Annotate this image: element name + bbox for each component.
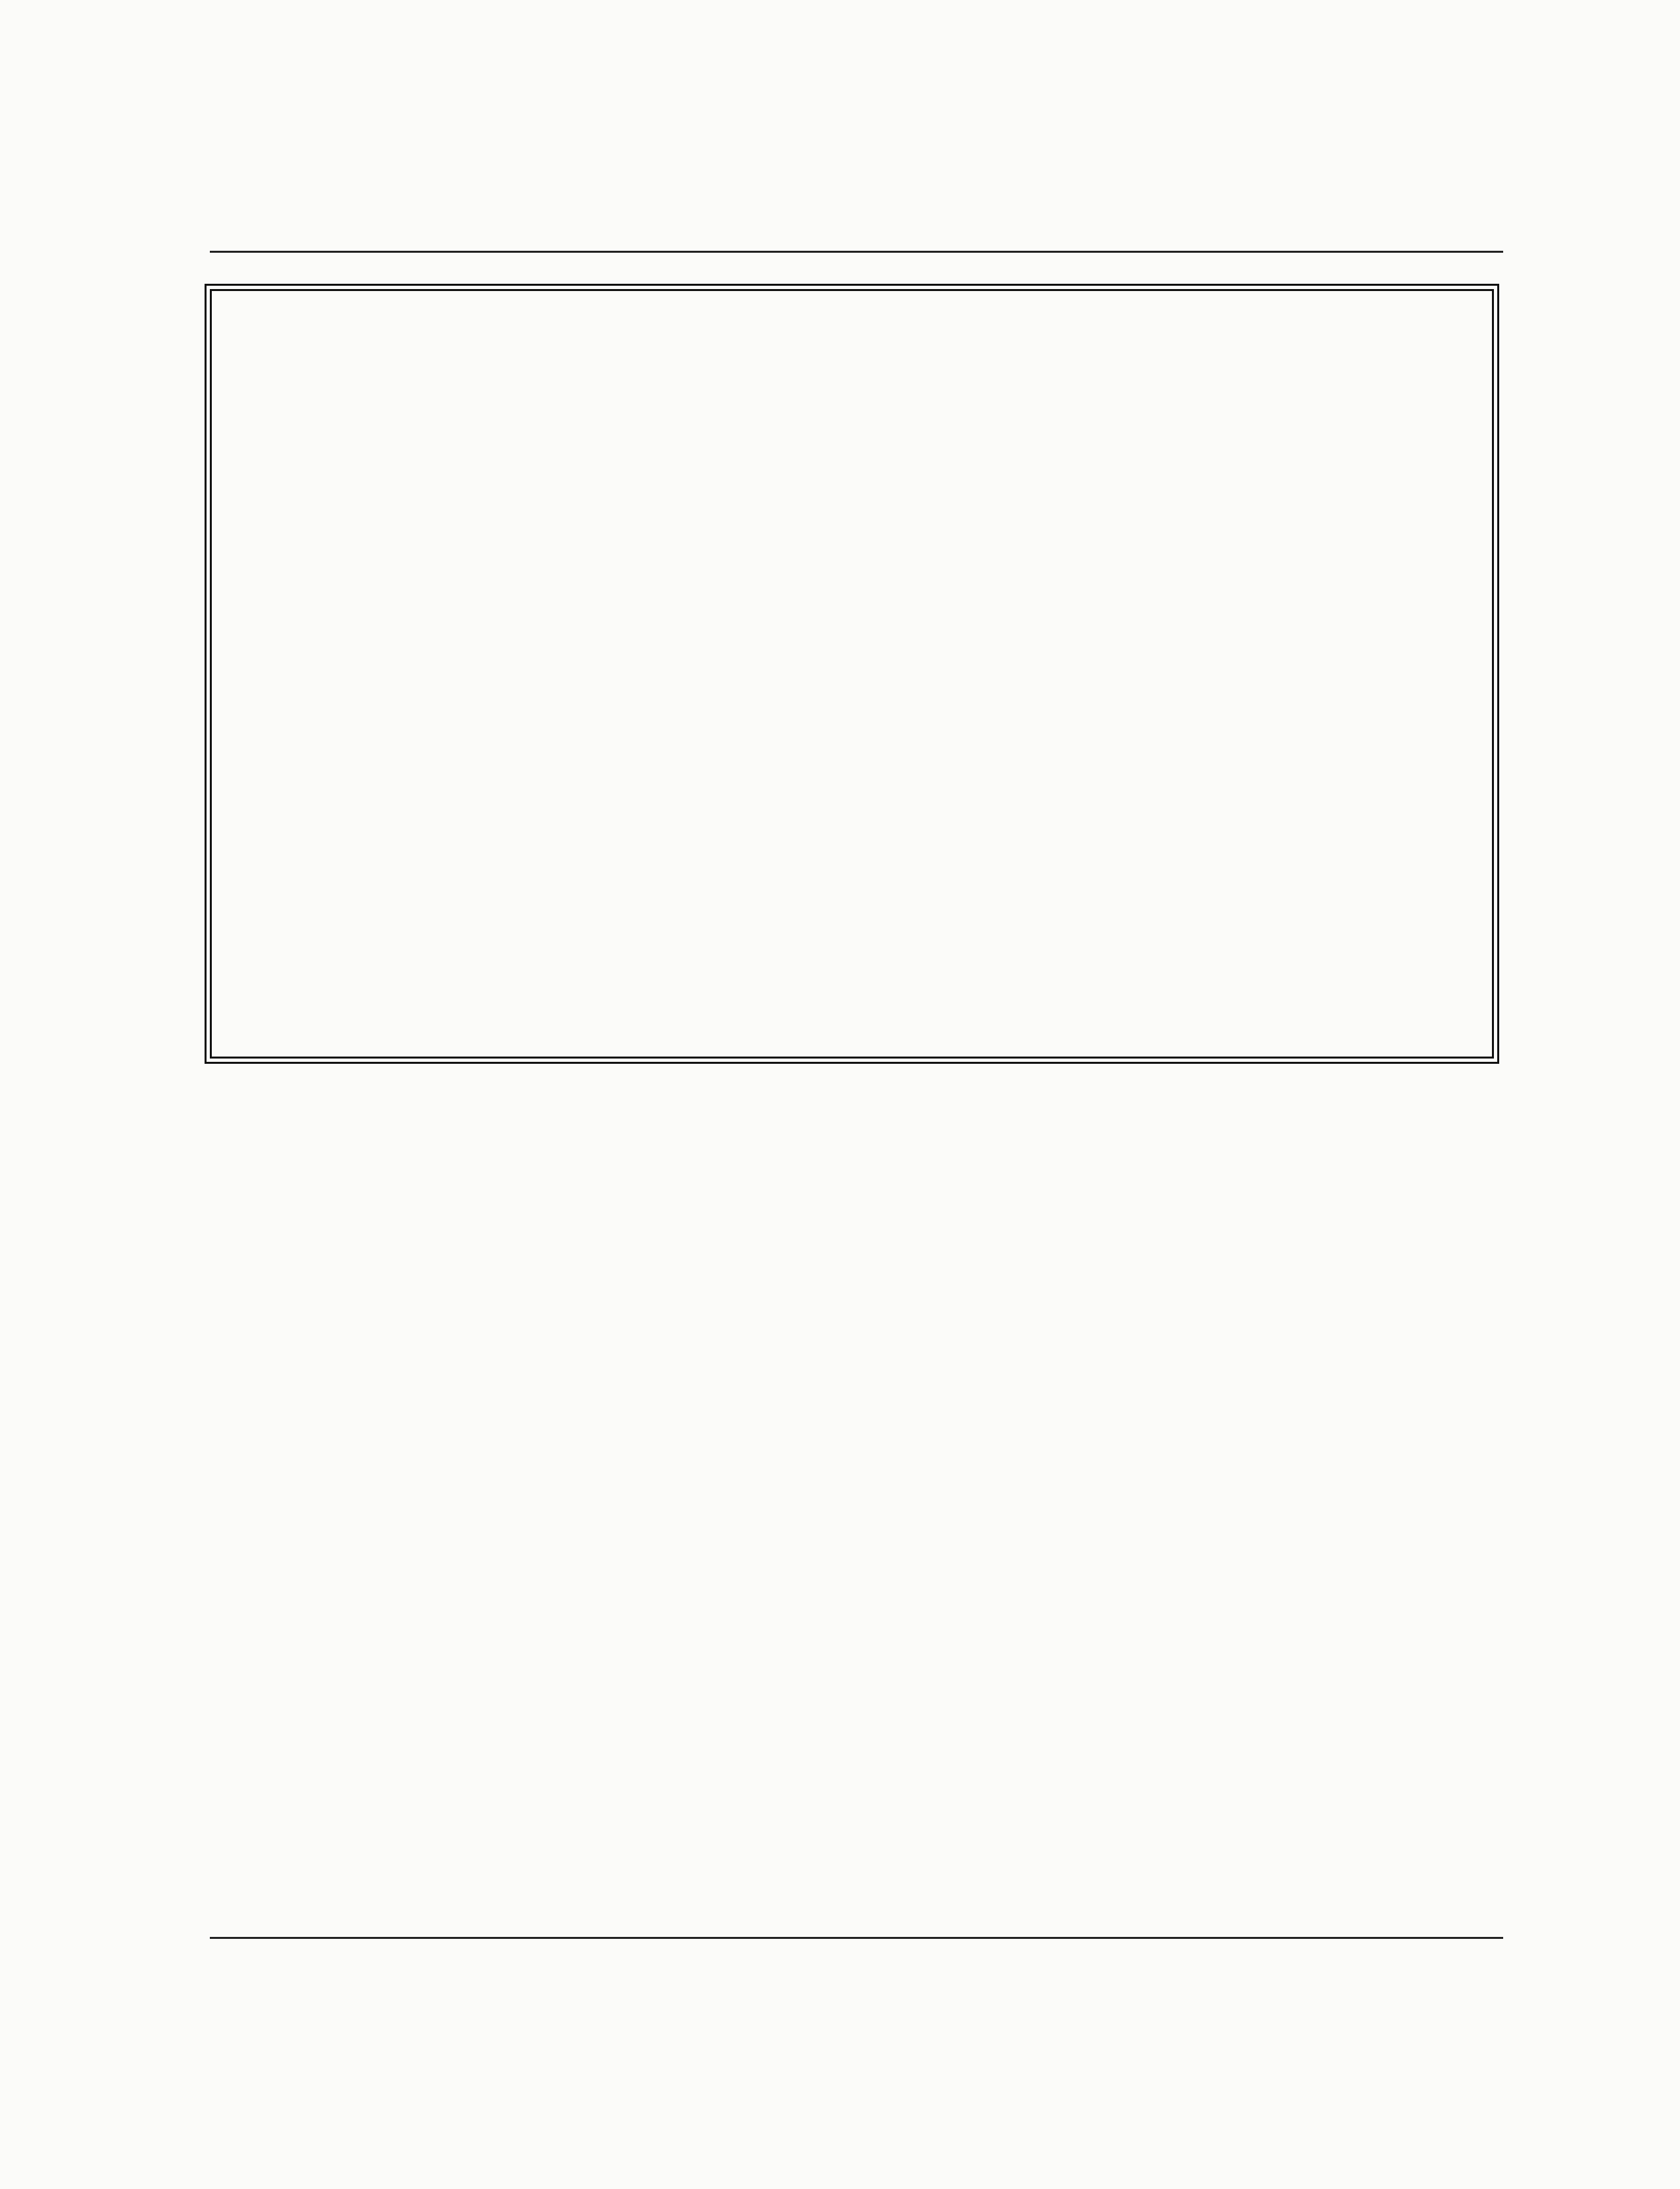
header-rule (210, 251, 1503, 253)
footer-rule (210, 1937, 1503, 1939)
table-header (212, 515, 1492, 604)
figure-13 (924, 1310, 1518, 1759)
pie-chart (924, 1435, 1518, 1713)
table-3 (210, 289, 1494, 1059)
